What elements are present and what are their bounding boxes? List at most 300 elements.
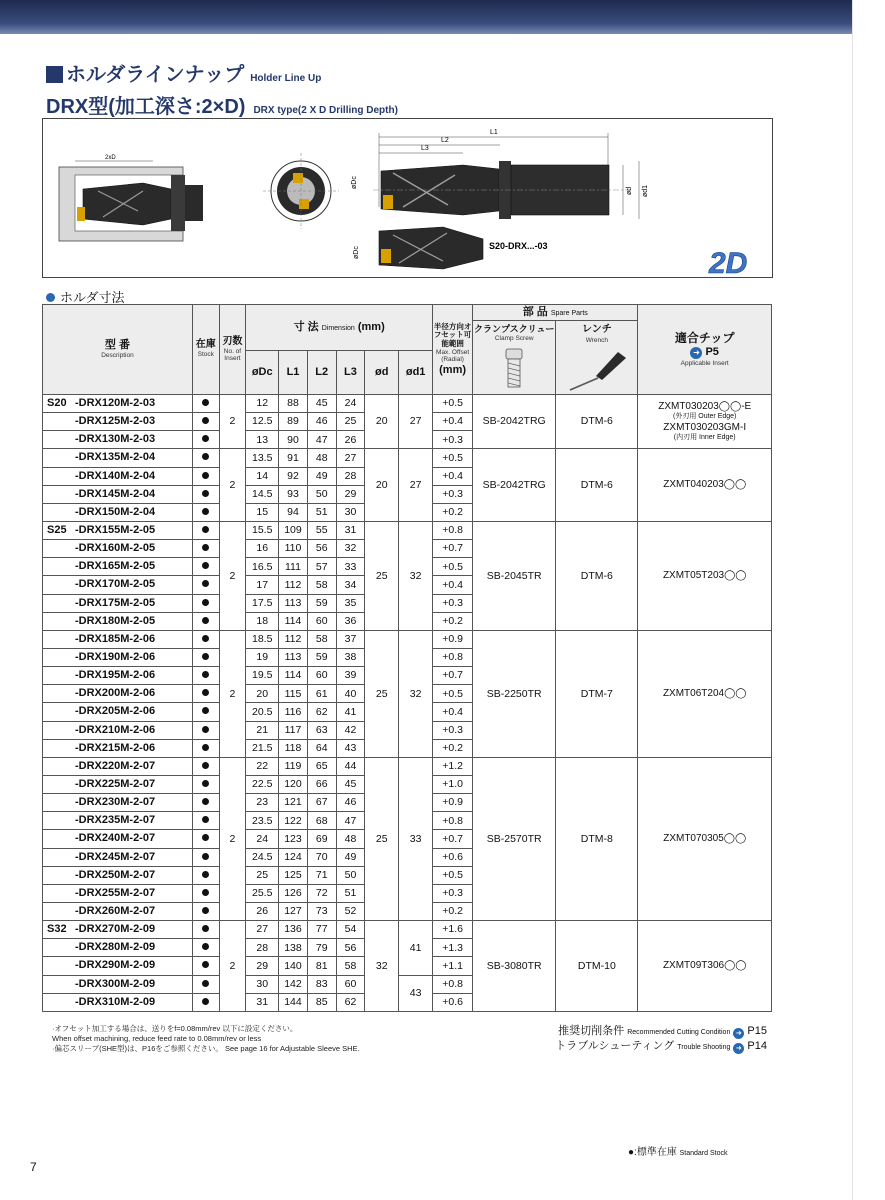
odc-cell: 16 (246, 540, 279, 558)
model-label: S20-DRX...-03 (489, 241, 548, 251)
l2-cell: 79 (307, 939, 336, 957)
stock-dot-icon (202, 689, 209, 696)
model-cell (43, 467, 193, 485)
l2-cell: 70 (307, 848, 336, 866)
dim-l1-label: L1 (490, 129, 498, 136)
dim-l2-label: L2 (441, 137, 449, 144)
l2-cell: 58 (307, 630, 336, 648)
insert-code: ZXMT030203GM-I (663, 421, 747, 433)
model-cell (43, 521, 193, 539)
model-number: -DRX125M-2-03 (75, 415, 156, 428)
header-odc: øDc (246, 351, 279, 395)
stock-cell (192, 449, 219, 467)
l1-cell: 142 (279, 975, 308, 993)
stock-cell (192, 866, 219, 884)
clamp-screw-icon (494, 347, 534, 391)
trouble-shooting-link[interactable]: トラブルシューティング Trouble Shooting ➜ P14 (555, 1040, 767, 1052)
insert-code: ZXMT06T204◯◯ (662, 687, 747, 699)
odc-cell: 15 (246, 503, 279, 521)
stock-dot-icon (202, 798, 209, 805)
l2-cell: 58 (307, 576, 336, 594)
offset-cell: +0.8 (433, 521, 473, 539)
odc-cell: 31 (246, 993, 279, 1011)
header-od1: ød1 (399, 351, 433, 395)
stock-dot-icon (202, 853, 209, 860)
clamp-screw-cell: SB-2042TRG (473, 395, 556, 449)
l3-cell: 56 (336, 939, 365, 957)
stock-dot-icon (202, 961, 209, 968)
insert-count-cell: 2 (219, 395, 246, 449)
l3-cell: 62 (336, 993, 365, 1011)
l2-cell: 65 (307, 757, 336, 775)
table-row (43, 630, 772, 648)
stock-cell (192, 721, 219, 739)
stock-dot-icon (202, 599, 209, 606)
l1-cell: 121 (279, 794, 308, 812)
l3-cell: 52 (336, 902, 365, 920)
l2-cell: 61 (307, 685, 336, 703)
offset-cell: +0.2 (433, 612, 473, 630)
l3-cell: 36 (336, 612, 365, 630)
l1-cell: 116 (279, 703, 308, 721)
wrench-icon (562, 348, 632, 392)
l3-cell: 58 (336, 957, 365, 975)
clamp-screw-cell: SB-2042TRG (473, 449, 556, 522)
l3-cell: 49 (336, 848, 365, 866)
model-number: -DRX250M-2-07 (75, 868, 156, 881)
clamp-screw-cell: SB-3080TR (473, 921, 556, 1012)
stock-dot-icon (202, 762, 209, 769)
model-number: -DRX190M-2-06 (75, 651, 156, 664)
offset-cell: +1.6 (433, 921, 473, 939)
stock-cell (192, 757, 219, 775)
l3-cell: 24 (336, 395, 365, 413)
stock-dot-icon (202, 980, 209, 987)
l2-cell: 85 (307, 993, 336, 1011)
odc-cell: 12.5 (246, 413, 279, 431)
l1-cell: 89 (279, 413, 308, 431)
holder-dimension-table (42, 304, 772, 1012)
stock-cell (192, 902, 219, 920)
model-cell (43, 594, 193, 612)
l2-cell: 47 (307, 431, 336, 449)
l3-cell: 45 (336, 775, 365, 793)
stock-cell (192, 739, 219, 757)
model-cell (43, 558, 193, 576)
model-cell (43, 485, 193, 503)
stock-cell (192, 884, 219, 902)
stock-cell (192, 993, 219, 1011)
l3-cell: 39 (336, 667, 365, 685)
wrench-cell: DTM-6 (556, 395, 638, 449)
model-number: -DRX120M-2-03 (75, 397, 156, 410)
square-bullet-icon (46, 66, 63, 83)
stock-dot-icon (202, 526, 209, 533)
model-cell (43, 721, 193, 739)
dim-od-label: ød (626, 186, 633, 195)
l3-cell: 54 (336, 921, 365, 939)
od-cell: 25 (365, 630, 399, 757)
odc-cell: 22.5 (246, 775, 279, 793)
stock-dot-icon (202, 780, 209, 787)
l1-cell: 113 (279, 594, 308, 612)
subtitle-en: DRX type(2 X D Drilling Depth) (253, 105, 398, 116)
offset-cell: +0.7 (433, 667, 473, 685)
wrench-cell: DTM-10 (556, 921, 638, 1012)
offset-cell: +0.5 (433, 866, 473, 884)
stock-dot-icon (202, 834, 209, 841)
subtitle-jp: DRX型(加工深さ:2×D) (46, 96, 246, 118)
l2-cell: 64 (307, 739, 336, 757)
workpiece-section (59, 155, 203, 241)
model-number: -DRX235M-2-07 (75, 814, 156, 827)
header-wrench: レンチ Wrench (556, 321, 638, 395)
header-offset: 半径方向オフセット可能範囲 Max. Offset (Radial) (mm) (433, 305, 473, 395)
model-cell (43, 576, 193, 594)
od1-cell: 33 (399, 757, 433, 920)
l1-cell: 118 (279, 739, 308, 757)
l1-cell: 136 (279, 921, 308, 939)
odc-cell: 12 (246, 395, 279, 413)
stock-cell (192, 848, 219, 866)
cutting-condition-link[interactable]: 推奨切削条件 Recommended Cutting Condition ➜ P15 (558, 1025, 767, 1037)
end-view (263, 153, 339, 229)
wrench-cell: DTM-6 (556, 449, 638, 522)
stock-dot-icon (202, 707, 209, 714)
stock-dot-icon (202, 472, 209, 479)
odc-cell: 15.5 (246, 521, 279, 539)
l2-cell: 83 (307, 975, 336, 993)
l3-cell: 37 (336, 630, 365, 648)
offset-cell: +0.4 (433, 576, 473, 594)
odc-cell: 29 (246, 957, 279, 975)
model-cell (43, 993, 193, 1011)
l1-cell: 93 (279, 485, 308, 503)
l3-cell: 35 (336, 594, 365, 612)
model-cell (43, 703, 193, 721)
model-number: -DRX230M-2-07 (75, 796, 156, 809)
l2-cell: 77 (307, 921, 336, 939)
l3-cell: 33 (336, 558, 365, 576)
stock-dot-icon (202, 744, 209, 751)
l1-cell: 120 (279, 775, 308, 793)
l3-cell: 30 (336, 503, 365, 521)
l3-cell: 46 (336, 794, 365, 812)
l2-cell: 66 (307, 775, 336, 793)
stock-cell (192, 830, 219, 848)
applicable-insert-cell (638, 757, 772, 920)
page-edge (852, 0, 885, 1200)
stock-cell (192, 685, 219, 703)
side-view (351, 129, 649, 219)
insert-count-cell: 2 (219, 449, 246, 522)
l1-cell: 119 (279, 757, 308, 775)
l2-cell: 71 (307, 866, 336, 884)
stock-cell (192, 921, 219, 939)
l1-cell: 115 (279, 685, 308, 703)
l3-cell: 60 (336, 975, 365, 993)
odc-cell: 19.5 (246, 667, 279, 685)
l3-cell: 29 (336, 485, 365, 503)
insert-count-cell: 2 (219, 921, 246, 1012)
odc-cell: 14 (246, 467, 279, 485)
model-number: -DRX185M-2-06 (75, 632, 156, 645)
l1-cell: 124 (279, 848, 308, 866)
stock-cell (192, 521, 219, 539)
l2-cell: 72 (307, 884, 336, 902)
offset-cell: +0.3 (433, 721, 473, 739)
table-row (43, 921, 772, 939)
section-heading-text: ホルダ寸法 (60, 290, 125, 305)
l2-cell: 50 (307, 485, 336, 503)
offset-cell: +0.5 (433, 395, 473, 413)
model-cell (43, 848, 193, 866)
stock-dot-icon (202, 417, 209, 424)
odc-cell: 22 (246, 757, 279, 775)
model-cell (43, 612, 193, 630)
odc-cell: 20.5 (246, 703, 279, 721)
header-insert: 刃数 No. of Insert (219, 305, 246, 395)
applicable-insert-cell (638, 449, 772, 522)
insert-code: (外刃用 Outer Edge) (672, 413, 737, 421)
model-cell (43, 902, 193, 920)
model-cell (43, 866, 193, 884)
insert-code: ZXMT09T306◯◯ (662, 959, 747, 971)
model-number: -DRX290M-2-09 (75, 959, 156, 972)
stock-dot-icon (202, 726, 209, 733)
model-number: -DRX215M-2-06 (75, 741, 156, 754)
model-number: -DRX155M-2-05 (75, 524, 156, 537)
offset-cell: +0.3 (433, 485, 473, 503)
l2-cell: 68 (307, 812, 336, 830)
header-clamp-screw: クランプスクリュー Clamp Screw (473, 321, 556, 395)
model-cell (43, 685, 193, 703)
odc-cell: 20 (246, 685, 279, 703)
odc-cell: 21.5 (246, 739, 279, 757)
model-cell (43, 830, 193, 848)
l2-cell: 63 (307, 721, 336, 739)
offset-cell: +0.2 (433, 739, 473, 757)
odc-cell: 23.5 (246, 812, 279, 830)
stock-dot-icon (202, 816, 209, 823)
stock-legend: ●:標準在庫 Standard Stock (628, 1147, 728, 1158)
dim-odc-label: øDc (351, 176, 358, 189)
stock-cell (192, 975, 219, 993)
stock-dot-icon (202, 562, 209, 569)
model-cell (43, 503, 193, 521)
footnotes (52, 1024, 522, 1054)
l2-cell: 69 (307, 830, 336, 848)
applicable-insert-cell (638, 521, 772, 630)
arrow-right-icon: ➜ (690, 347, 702, 359)
model-number: -DRX135M-2-04 (75, 451, 156, 464)
od1-cell: 41 (399, 921, 433, 975)
stock-dot-icon (202, 435, 209, 442)
stock-cell (192, 939, 219, 957)
depth-label: 2xD (105, 155, 116, 161)
model-number: -DRX175M-2-05 (75, 596, 156, 609)
model-cell (43, 449, 193, 467)
p5-reference[interactable]: ➜ P5 (690, 347, 718, 359)
applicable-insert-cell (638, 630, 772, 757)
page-subtitle (46, 90, 398, 119)
l3-cell: 43 (336, 739, 365, 757)
l2-cell: 51 (307, 503, 336, 521)
l3-cell: 34 (336, 576, 365, 594)
l3-cell: 44 (336, 757, 365, 775)
odc-cell: 17 (246, 576, 279, 594)
model-cell (43, 812, 193, 830)
l1-cell: 92 (279, 467, 308, 485)
offset-cell: +0.7 (433, 830, 473, 848)
l3-cell: 28 (336, 467, 365, 485)
l3-cell: 47 (336, 812, 365, 830)
table-row (43, 521, 772, 539)
od-cell: 25 (365, 757, 399, 920)
insert-code: ZXMT040203◯◯ (663, 479, 747, 491)
offset-cell: +1.1 (433, 957, 473, 975)
model-number: -DRX210M-2-06 (75, 723, 156, 736)
l2-cell: 62 (307, 703, 336, 721)
clamp-screw-cell: SB-2045TR (473, 521, 556, 630)
l2-cell: 48 (307, 449, 336, 467)
offset-cell: +0.3 (433, 431, 473, 449)
stock-dot-icon (202, 871, 209, 878)
stock-cell (192, 812, 219, 830)
model-cell (43, 957, 193, 975)
model-number: -DRX240M-2-07 (75, 832, 156, 845)
model-number: -DRX280M-2-09 (75, 941, 156, 954)
offset-cell: +0.7 (433, 540, 473, 558)
model-number: -DRX150M-2-04 (75, 505, 156, 518)
stock-dot-icon (202, 399, 209, 406)
l1-cell: 111 (279, 558, 308, 576)
model-cell (43, 775, 193, 793)
wrench-cell: DTM-8 (556, 757, 638, 920)
offset-cell: +0.4 (433, 413, 473, 431)
l1-cell: 110 (279, 540, 308, 558)
od-cell: 32 (365, 921, 399, 1012)
model-cell (43, 939, 193, 957)
insert-count-cell: 2 (219, 521, 246, 630)
model-number: -DRX200M-2-06 (75, 687, 156, 700)
l1-cell: 112 (279, 576, 308, 594)
model-number: -DRX260M-2-07 (75, 905, 156, 917)
odc-cell: 23 (246, 794, 279, 812)
l2-cell: 45 (307, 395, 336, 413)
model-number: -DRX220M-2-07 (75, 759, 156, 772)
model-number: -DRX255M-2-07 (75, 886, 156, 899)
offset-cell: +0.8 (433, 812, 473, 830)
stock-cell (192, 395, 219, 413)
l3-cell: 51 (336, 884, 365, 902)
od1-cell: 32 (399, 521, 433, 630)
odc-cell: 18.5 (246, 630, 279, 648)
l2-cell: 59 (307, 594, 336, 612)
top-banner (0, 0, 852, 34)
blue-dot-icon (46, 293, 55, 302)
od1-cell: 27 (399, 449, 433, 522)
l2-cell: 49 (307, 467, 336, 485)
model-number: -DRX245M-2-07 (75, 850, 156, 863)
od-cell: 20 (365, 449, 399, 522)
offset-cell: +0.4 (433, 467, 473, 485)
stock-cell (192, 503, 219, 521)
insert-count-cell: 2 (219, 757, 246, 920)
model-cell (43, 757, 193, 775)
model-cell (43, 921, 193, 939)
odc-cell: 26 (246, 902, 279, 920)
od-cell: 25 (365, 521, 399, 630)
footnote-offset-jp: ·オフセット加工する場合は、送りをf=0.08mm/rev 以下に設定ください。 (52, 1024, 298, 1033)
l1-cell: 144 (279, 993, 308, 1011)
page-number: 7 (30, 1160, 37, 1174)
stock-dot-icon (202, 508, 209, 515)
l3-cell: 40 (336, 685, 365, 703)
od1-cell: 43 (399, 975, 433, 1011)
l1-cell: 123 (279, 830, 308, 848)
model-number: -DRX170M-2-05 (75, 578, 156, 591)
l2-cell: 56 (307, 540, 336, 558)
stock-dot-icon (202, 943, 209, 950)
l2-cell: 59 (307, 648, 336, 666)
stock-cell (192, 594, 219, 612)
l3-cell: 38 (336, 648, 365, 666)
model-number: -DRX180M-2-05 (75, 614, 156, 627)
l2-cell: 60 (307, 612, 336, 630)
l1-cell: 122 (279, 812, 308, 830)
l1-cell: 114 (279, 612, 308, 630)
stock-cell (192, 612, 219, 630)
stock-cell (192, 667, 219, 685)
odc-cell: 24.5 (246, 848, 279, 866)
model-cell (43, 739, 193, 757)
model-number: -DRX205M-2-06 (75, 705, 156, 718)
od1-cell: 32 (399, 630, 433, 757)
offset-cell: +0.5 (433, 558, 473, 576)
stock-dot-icon (202, 580, 209, 587)
odc-cell: 18 (246, 612, 279, 630)
model-cell (43, 975, 193, 993)
model-cell (43, 431, 193, 449)
header-stock: 在庫 Stock (192, 305, 219, 395)
stock-cell (192, 485, 219, 503)
model-cell (43, 884, 193, 902)
table-row (43, 395, 772, 413)
drill-holder-drawing (43, 119, 774, 279)
offset-cell: +1.2 (433, 757, 473, 775)
arrow-right-icon: ➜ (733, 1043, 744, 1054)
odc-cell: 19 (246, 648, 279, 666)
l2-cell: 81 (307, 957, 336, 975)
offset-cell: +0.2 (433, 902, 473, 920)
model-number: -DRX300M-2-09 (75, 977, 156, 990)
model-cell (43, 395, 193, 413)
stock-cell (192, 431, 219, 449)
l1-cell: 88 (279, 395, 308, 413)
model-number: -DRX160M-2-05 (75, 542, 156, 555)
stock-cell (192, 467, 219, 485)
stock-cell (192, 703, 219, 721)
offset-cell: +1.0 (433, 775, 473, 793)
applicable-insert-cell (638, 921, 772, 1012)
model-number: -DRX225M-2-07 (75, 778, 156, 791)
offset-cell: +1.3 (433, 939, 473, 957)
odc-cell: 30 (246, 975, 279, 993)
stock-dot-icon (202, 998, 209, 1005)
table-body (43, 395, 772, 1012)
od-cell: 20 (365, 395, 399, 449)
